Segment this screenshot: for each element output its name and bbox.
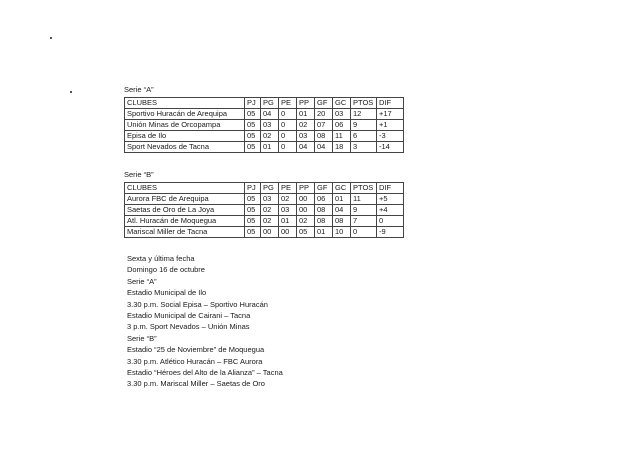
- stat-cell: 03: [261, 120, 279, 131]
- stat-cell: 08: [315, 205, 333, 216]
- stat-cell: 01: [279, 216, 297, 227]
- note-line: Estadio “25 de Noviembre” de Moquegua: [127, 345, 265, 355]
- column-header: GC: [333, 183, 351, 194]
- table-row: [125, 194, 404, 205]
- stat-cell: 08: [315, 216, 333, 227]
- column-header: PTOS: [351, 98, 377, 109]
- stat-cell: 03: [297, 131, 315, 142]
- column-header: GF: [315, 183, 333, 194]
- serie-a-standings-table: [124, 97, 404, 153]
- club-name-cell: Aurora FBC de Arequipa: [125, 194, 245, 205]
- serie-b-standings-table: [124, 182, 404, 238]
- club-name-cell: Episa de Ilo: [125, 131, 245, 142]
- note-line: Estadio “Héroes del Alto de la Alianza” – Tacna: [127, 368, 283, 378]
- club-name-cell: Unión Minas de Orcopampa: [125, 120, 245, 131]
- note-line: Estadio Municipal de Ilo: [127, 288, 207, 298]
- stat-cell: 0: [279, 109, 297, 120]
- column-header: CLUBES: [125, 98, 245, 109]
- stat-cell: 01: [333, 194, 351, 205]
- stat-cell: 04: [297, 142, 315, 153]
- stat-cell: 11: [351, 194, 377, 205]
- stat-cell: 10: [333, 227, 351, 238]
- table-row: [125, 227, 404, 238]
- stat-cell: 07: [315, 120, 333, 131]
- fixtures-notes: [127, 253, 283, 390]
- note-line: Serie “A”: [127, 276, 157, 286]
- stray-mark: [70, 91, 72, 93]
- stat-cell: 05: [245, 194, 261, 205]
- table-row: [125, 216, 404, 227]
- note-line: Domingo 16 de octubre: [127, 265, 205, 275]
- stat-cell: -14: [377, 142, 404, 153]
- stat-cell: 03: [261, 194, 279, 205]
- stat-cell: 05: [245, 142, 261, 153]
- club-name-cell: Saetas de Oro de La Joya: [125, 205, 245, 216]
- stat-cell: 02: [261, 216, 279, 227]
- note-line: 3 p.m. Sport Nevados – Unión Minas: [127, 322, 250, 332]
- stat-cell: 20: [315, 109, 333, 120]
- stat-cell: 9: [351, 120, 377, 131]
- stat-cell: 0: [279, 131, 297, 142]
- stat-cell: 00: [261, 227, 279, 238]
- club-name-cell: Sport Nevados de Tacna: [125, 142, 245, 153]
- stat-cell: 04: [315, 142, 333, 153]
- stat-cell: 3: [351, 142, 377, 153]
- stat-cell: 01: [315, 227, 333, 238]
- stat-cell: 01: [261, 142, 279, 153]
- stat-cell: 04: [261, 109, 279, 120]
- stat-cell: +4: [377, 205, 404, 216]
- stat-cell: 06: [315, 194, 333, 205]
- stat-cell: +1: [377, 120, 404, 131]
- column-header: PG: [261, 98, 279, 109]
- table-row: [125, 120, 404, 131]
- stat-cell: -3: [377, 131, 404, 142]
- note-line: 3.30 p.m. Mariscal Miller – Saetas de Oro: [127, 379, 265, 389]
- column-header: PTOS: [351, 183, 377, 194]
- note-line: Serie “B”: [127, 333, 157, 343]
- stat-cell: 05: [297, 227, 315, 238]
- stat-cell: 05: [245, 131, 261, 142]
- column-header: PJ: [245, 183, 261, 194]
- stat-cell: 05: [245, 227, 261, 238]
- stat-cell: +5: [377, 194, 404, 205]
- stat-cell: 06: [333, 120, 351, 131]
- stat-cell: 02: [261, 131, 279, 142]
- club-name-cell: Mariscal Miller de Tacna: [125, 227, 245, 238]
- column-header: PE: [279, 98, 297, 109]
- stat-cell: 02: [297, 216, 315, 227]
- stat-cell: 9: [351, 205, 377, 216]
- column-header: PG: [261, 183, 279, 194]
- stat-cell: -9: [377, 227, 404, 238]
- column-header: PP: [297, 98, 315, 109]
- column-header: PP: [297, 183, 315, 194]
- table-header-row: [125, 98, 404, 109]
- table-row: [125, 205, 404, 216]
- column-header: CLUBES: [125, 183, 245, 194]
- table-row: [125, 131, 404, 142]
- stat-cell: 05: [245, 120, 261, 131]
- stat-cell: 12: [351, 109, 377, 120]
- table-row: [125, 109, 404, 120]
- stat-cell: +17: [377, 109, 404, 120]
- club-name-cell: Atl. Huracán de Moquegua: [125, 216, 245, 227]
- note-line: Estadio Municipal de Cairani – Tacna: [127, 311, 251, 321]
- stat-cell: 02: [279, 194, 297, 205]
- stat-cell: 08: [333, 216, 351, 227]
- stat-cell: 18: [333, 142, 351, 153]
- stat-cell: 00: [279, 227, 297, 238]
- stat-cell: 7: [351, 216, 377, 227]
- stat-cell: 03: [333, 109, 351, 120]
- column-header: DIF: [377, 98, 404, 109]
- stat-cell: 04: [333, 205, 351, 216]
- stat-cell: 05: [245, 205, 261, 216]
- column-header: DIF: [377, 183, 404, 194]
- stat-cell: 0: [279, 120, 297, 131]
- note-line: 3.30 p.m. Atlético Huracán – FBC Aurora: [127, 356, 263, 366]
- stat-cell: 0: [279, 142, 297, 153]
- serie-a-title: Serie “A”: [124, 85, 154, 94]
- stat-cell: 00: [297, 205, 315, 216]
- stray-mark: [50, 37, 52, 39]
- stat-cell: 6: [351, 131, 377, 142]
- table-header-row: [125, 183, 404, 194]
- serie-b-title: Serie “B”: [124, 170, 154, 179]
- column-header: GF: [315, 98, 333, 109]
- stat-cell: 0: [351, 227, 377, 238]
- stat-cell: 02: [261, 205, 279, 216]
- stat-cell: 00: [297, 194, 315, 205]
- stat-cell: 11: [333, 131, 351, 142]
- stat-cell: 08: [315, 131, 333, 142]
- table-row: [125, 142, 404, 153]
- column-header: PJ: [245, 98, 261, 109]
- column-header: PE: [279, 183, 297, 194]
- stat-cell: 01: [297, 109, 315, 120]
- note-line: 3.30 p.m. Social Episa – Sportivo Huracán: [127, 299, 268, 309]
- stat-cell: 03: [279, 205, 297, 216]
- stat-cell: 05: [245, 216, 261, 227]
- column-header: GC: [333, 98, 351, 109]
- stat-cell: 02: [297, 120, 315, 131]
- club-name-cell: Sportivo Huracán de Arequipa: [125, 109, 245, 120]
- stat-cell: 0: [377, 216, 404, 227]
- stat-cell: 05: [245, 109, 261, 120]
- note-line: Sexta y última fecha: [127, 254, 195, 263]
